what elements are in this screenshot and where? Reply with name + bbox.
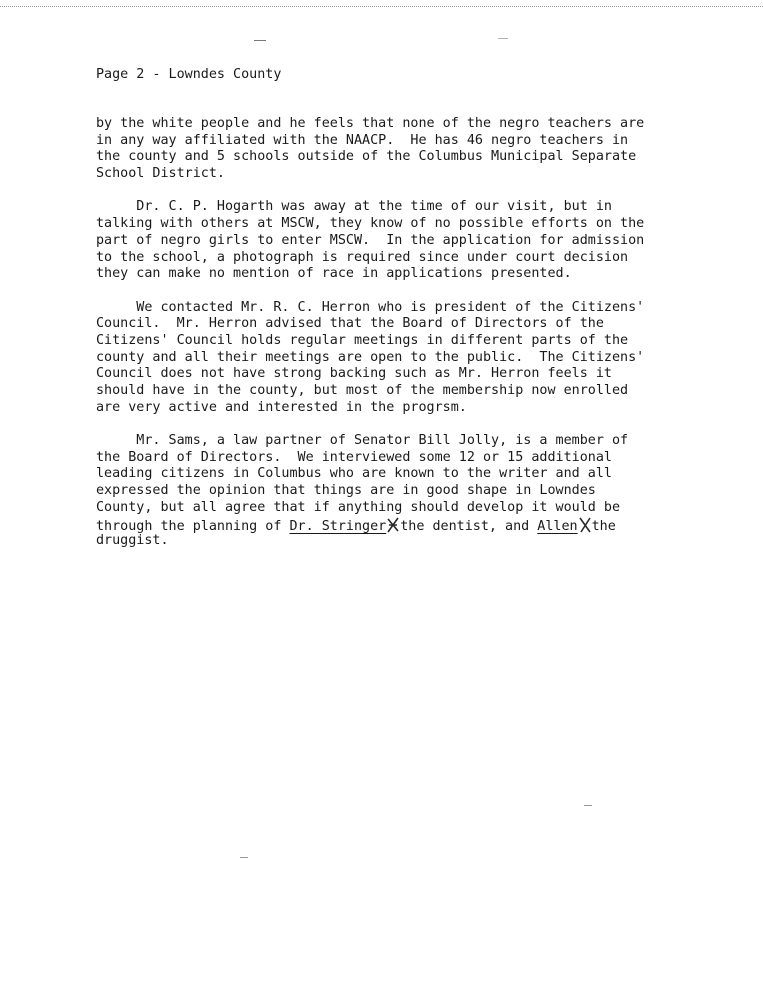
text-line: Citizens' Council holds regular meetings in different parts of the <box>96 332 629 348</box>
underlined-name-stringer: Dr. Stringer <box>289 518 387 534</box>
text-line-annotated <box>96 517 736 534</box>
text-line: We contacted Mr. R. C. Herron who is president of the Citizens' <box>96 299 645 315</box>
paragraph-3 <box>96 300 736 417</box>
text-line: County, but all agree that if anything should develop it would be <box>96 499 621 515</box>
text-line: by the white people and he feels that none of the negro teachers are <box>96 116 645 131</box>
scan-speck <box>240 857 248 858</box>
text-line: should have in the county, but most of the membership now enrolled <box>96 383 629 398</box>
text-segment: the <box>591 518 616 534</box>
scan-speck <box>254 40 266 41</box>
text-line: are very active and interested in the progrsm. <box>96 399 467 415</box>
text-line: Council. Mr. Herron advised that the Board of Directors of the <box>96 316 604 332</box>
paragraph-2 <box>96 199 736 282</box>
underlined-name-allen: Allen <box>537 518 578 534</box>
page-header: Page 2 - Lowndes County <box>96 67 282 82</box>
paragraph-4 <box>96 433 736 550</box>
text-line: they can make no mention of race in applications presented. <box>96 266 572 282</box>
text-line: the county and 5 schools outside of the Columbus Municipal Separate <box>96 149 637 165</box>
handwritten-x-mark-icon <box>578 517 592 533</box>
text-line: leading citizens in Columbus who are known to the writer and all <box>96 466 612 482</box>
document-body <box>96 116 736 567</box>
text-line: in any way affiliated with the NAACP. He has 46 negro teachers in <box>96 132 629 148</box>
text-line: Council does not have strong backing such as Mr. Herron feels it <box>96 366 612 382</box>
text-line: druggist. <box>96 533 169 549</box>
page-top-edge <box>0 0 763 7</box>
text-line: expressed the opinion that things are in good shape in Lowndes <box>96 483 596 499</box>
text-line: Dr. C. P. Hogarth was away at the time of our visit, but in <box>96 199 612 215</box>
text-line: Mr. Sams, a law partner of Senator Bill Jolly, is a member of <box>96 433 629 449</box>
scan-speck <box>584 805 592 806</box>
text-line: talking with others at MSCW, they know of no possible efforts on the <box>96 216 645 232</box>
scan-speck <box>498 38 508 39</box>
text-segment: through the planning of <box>96 518 290 534</box>
text-line: to the school, a photograph is required since under court decision <box>96 249 629 265</box>
text-line: part of negro girls to enter MSCW. In the application for admission <box>96 232 645 248</box>
handwritten-x-mark-icon <box>386 517 400 533</box>
text-line: the Board of Directors. We interviewed some 12 or 15 additional <box>96 449 612 465</box>
text-line: county and all their meetings are open to the public. The Citizens' <box>96 349 645 365</box>
paragraph-1 <box>96 116 736 183</box>
text-line: School District. <box>96 166 225 182</box>
text-segment: the dentist, and <box>400 518 538 534</box>
